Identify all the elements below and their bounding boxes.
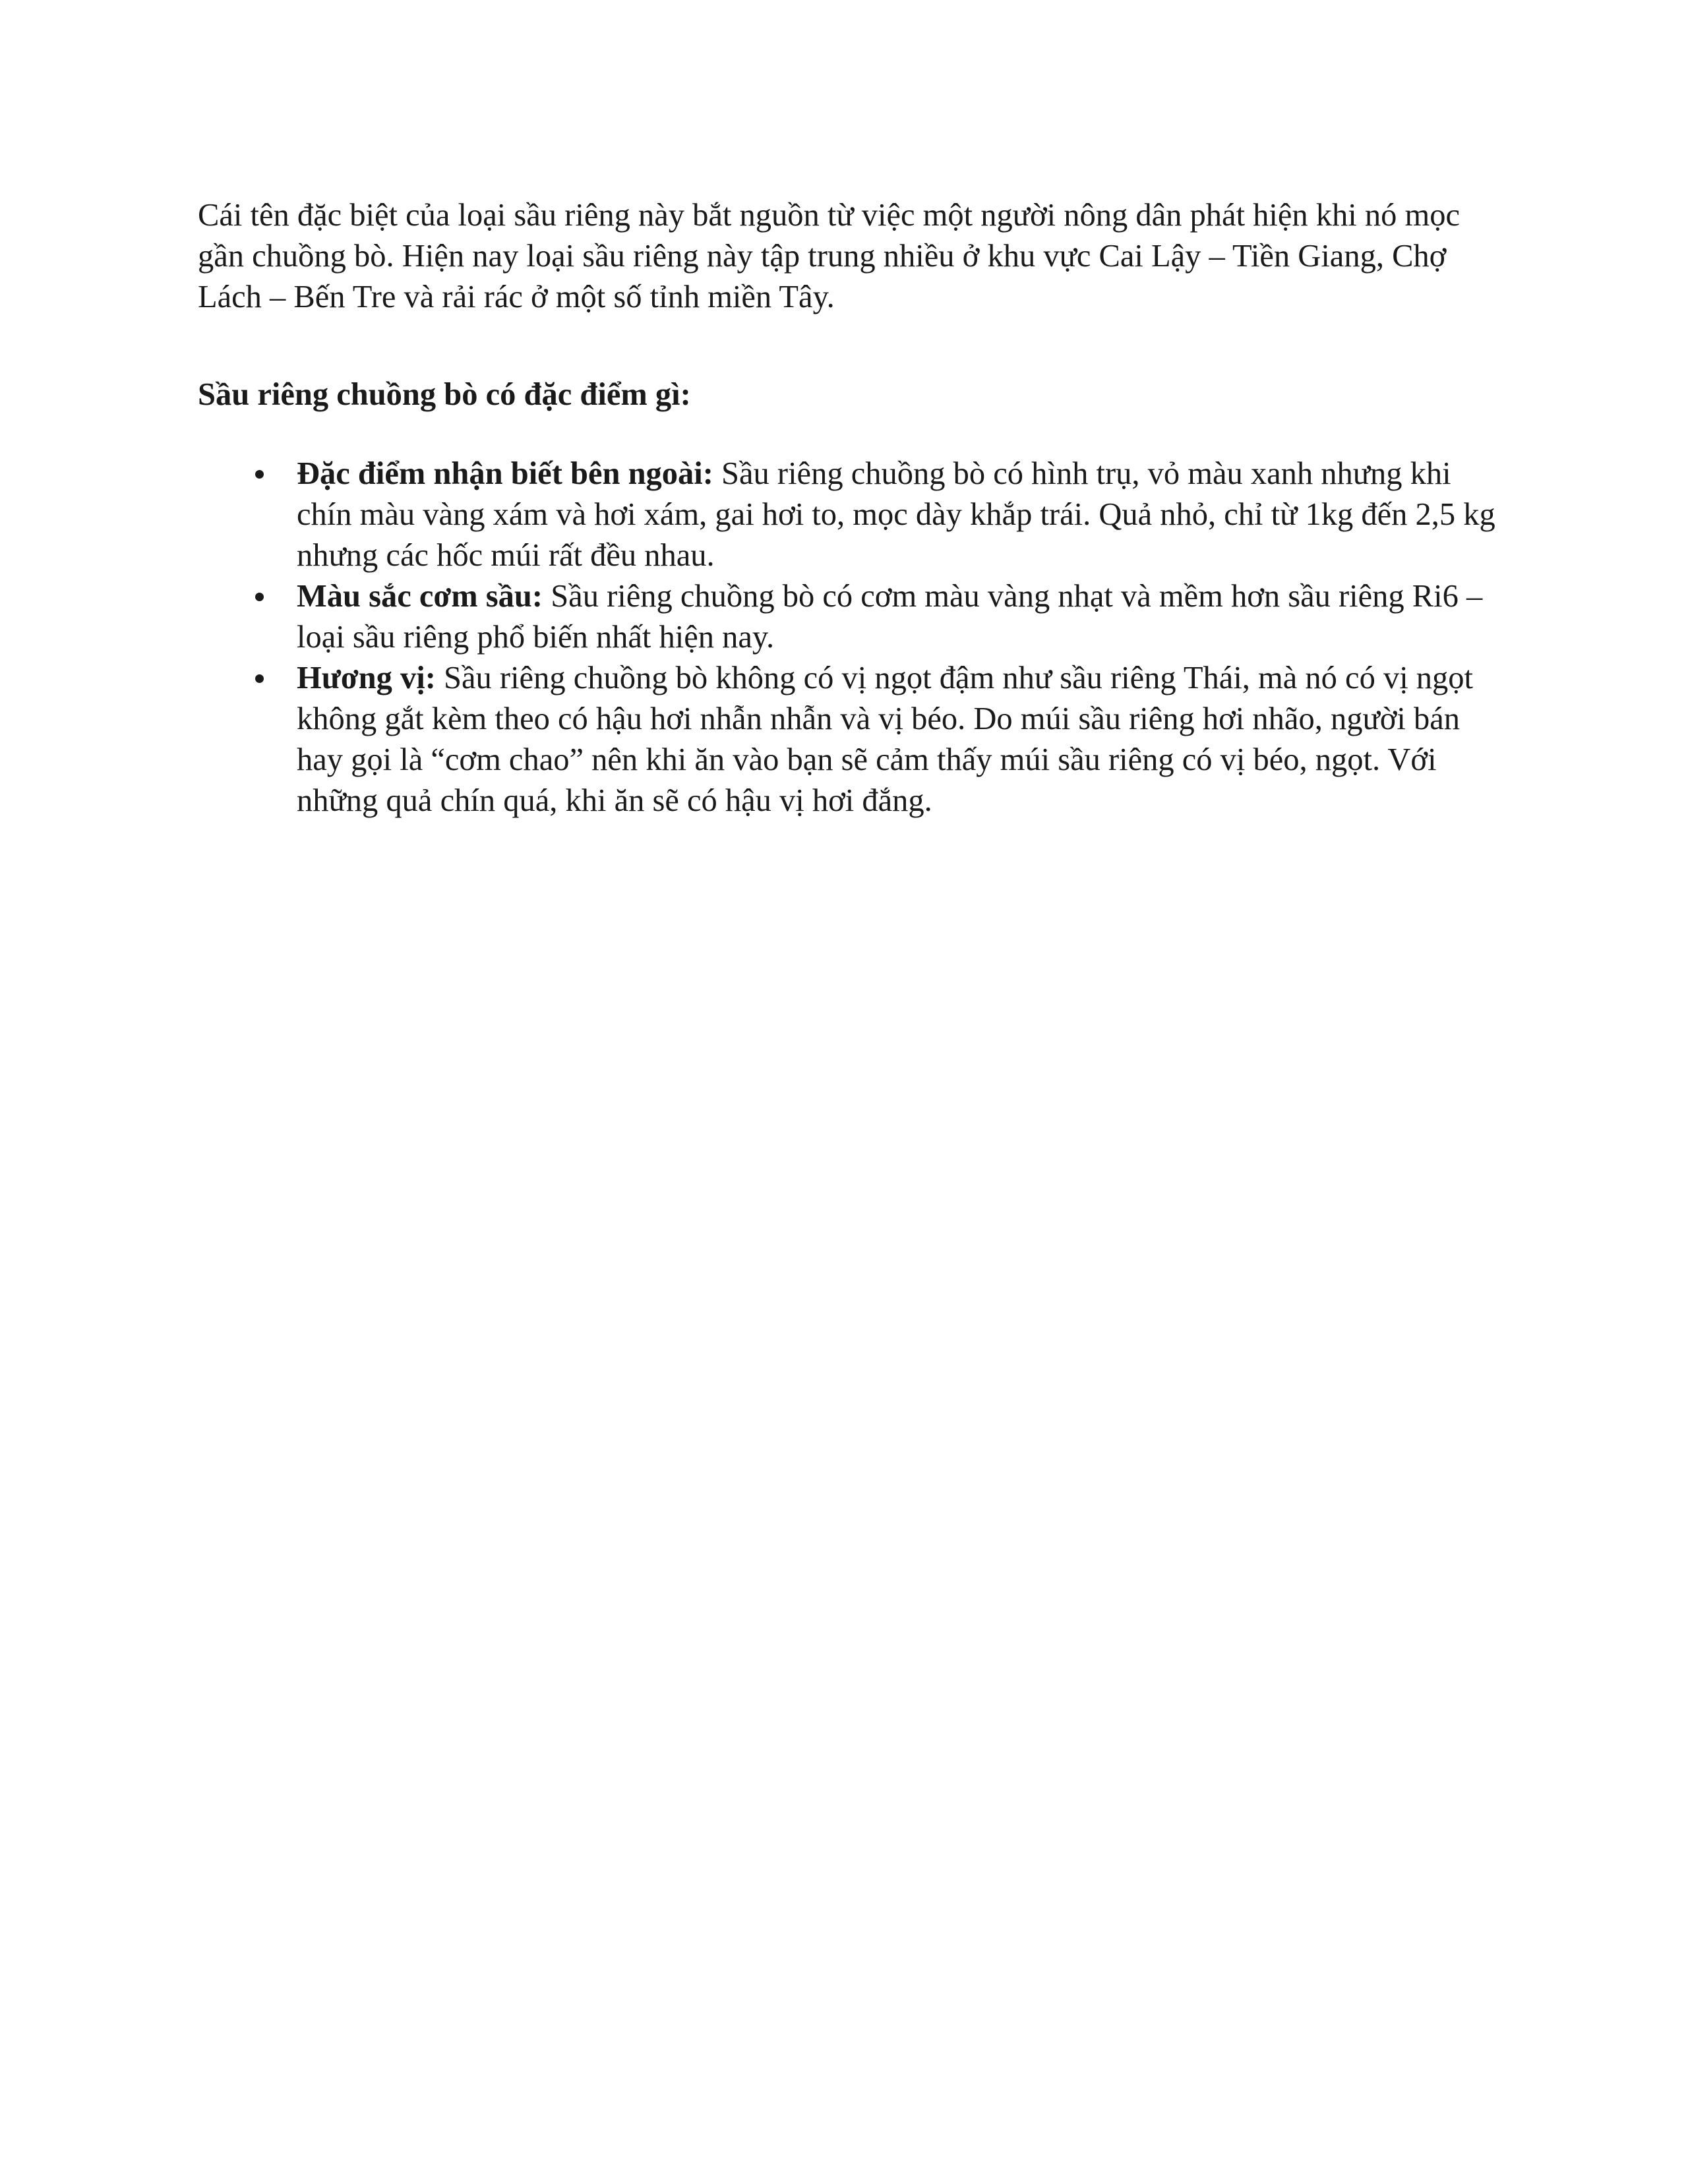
list-item-text: Sầu riêng chuồng bò có cơm màu vàng nhạt và mềm hơn sầu riêng Ri6 – loại sầu riêng phổ biến nhất hiện nay. <box>297 579 1483 655</box>
list-item-term: Hương vị: <box>297 661 436 695</box>
intro-paragraph: Cái tên đặc biệt của loại sầu riêng này bắt nguồn từ việc một người nông dân phát hiện khi nó mọc gần chuồng bò. Hiện nay loại sầu riêng này tập trung nhiều ở khu vực Cai Lậy – Tiền Giang, Chợ Lách – Bến Tre và rải rác ở một số tỉnh miền Tây. <box>198 198 1461 314</box>
feature-list <box>198 454 1503 821</box>
document-page <box>198 195 1503 821</box>
bullet-icon <box>249 658 269 699</box>
list-item <box>198 576 1503 658</box>
list-item-term: Màu sắc cơm sầu: <box>297 579 543 614</box>
bullet-icon <box>249 454 269 494</box>
bullet-icon <box>249 576 269 617</box>
list-item <box>198 454 1503 576</box>
list-item-term: Đặc điểm nhận biết bên ngoài: <box>297 456 713 491</box>
list-item-text: Sầu riêng chuồng bò không có vị ngọt đậm như sầu riêng Thái, mà nó có vị ngọt không gắt kèm theo có hậu hơi nhẫn nhẫn và vị béo. Do múi sầu riêng hơi nhão, người bán hay gọi là “cơm chao” nên khi ăn vào bạn sẽ cảm thấy múi sầu riêng có vị béo, ngọt. Với những quả chín quá, khi ăn sẽ có hậu vị hơi đắng. <box>297 661 1474 818</box>
list-item <box>198 658 1503 821</box>
section-heading: Sầu riêng chuồng bò có đặc điểm gì: <box>198 377 691 412</box>
list-item-text: Sầu riêng chuồng bò có hình trụ, vỏ màu xanh nhưng khi chín màu vàng xám và hơi xám, gai hơi to, mọc dày khắp trái. Quả nhỏ, chỉ từ 1kg đến 2,5 kg nhưng các hốc múi rất đều nhau. <box>297 456 1495 573</box>
